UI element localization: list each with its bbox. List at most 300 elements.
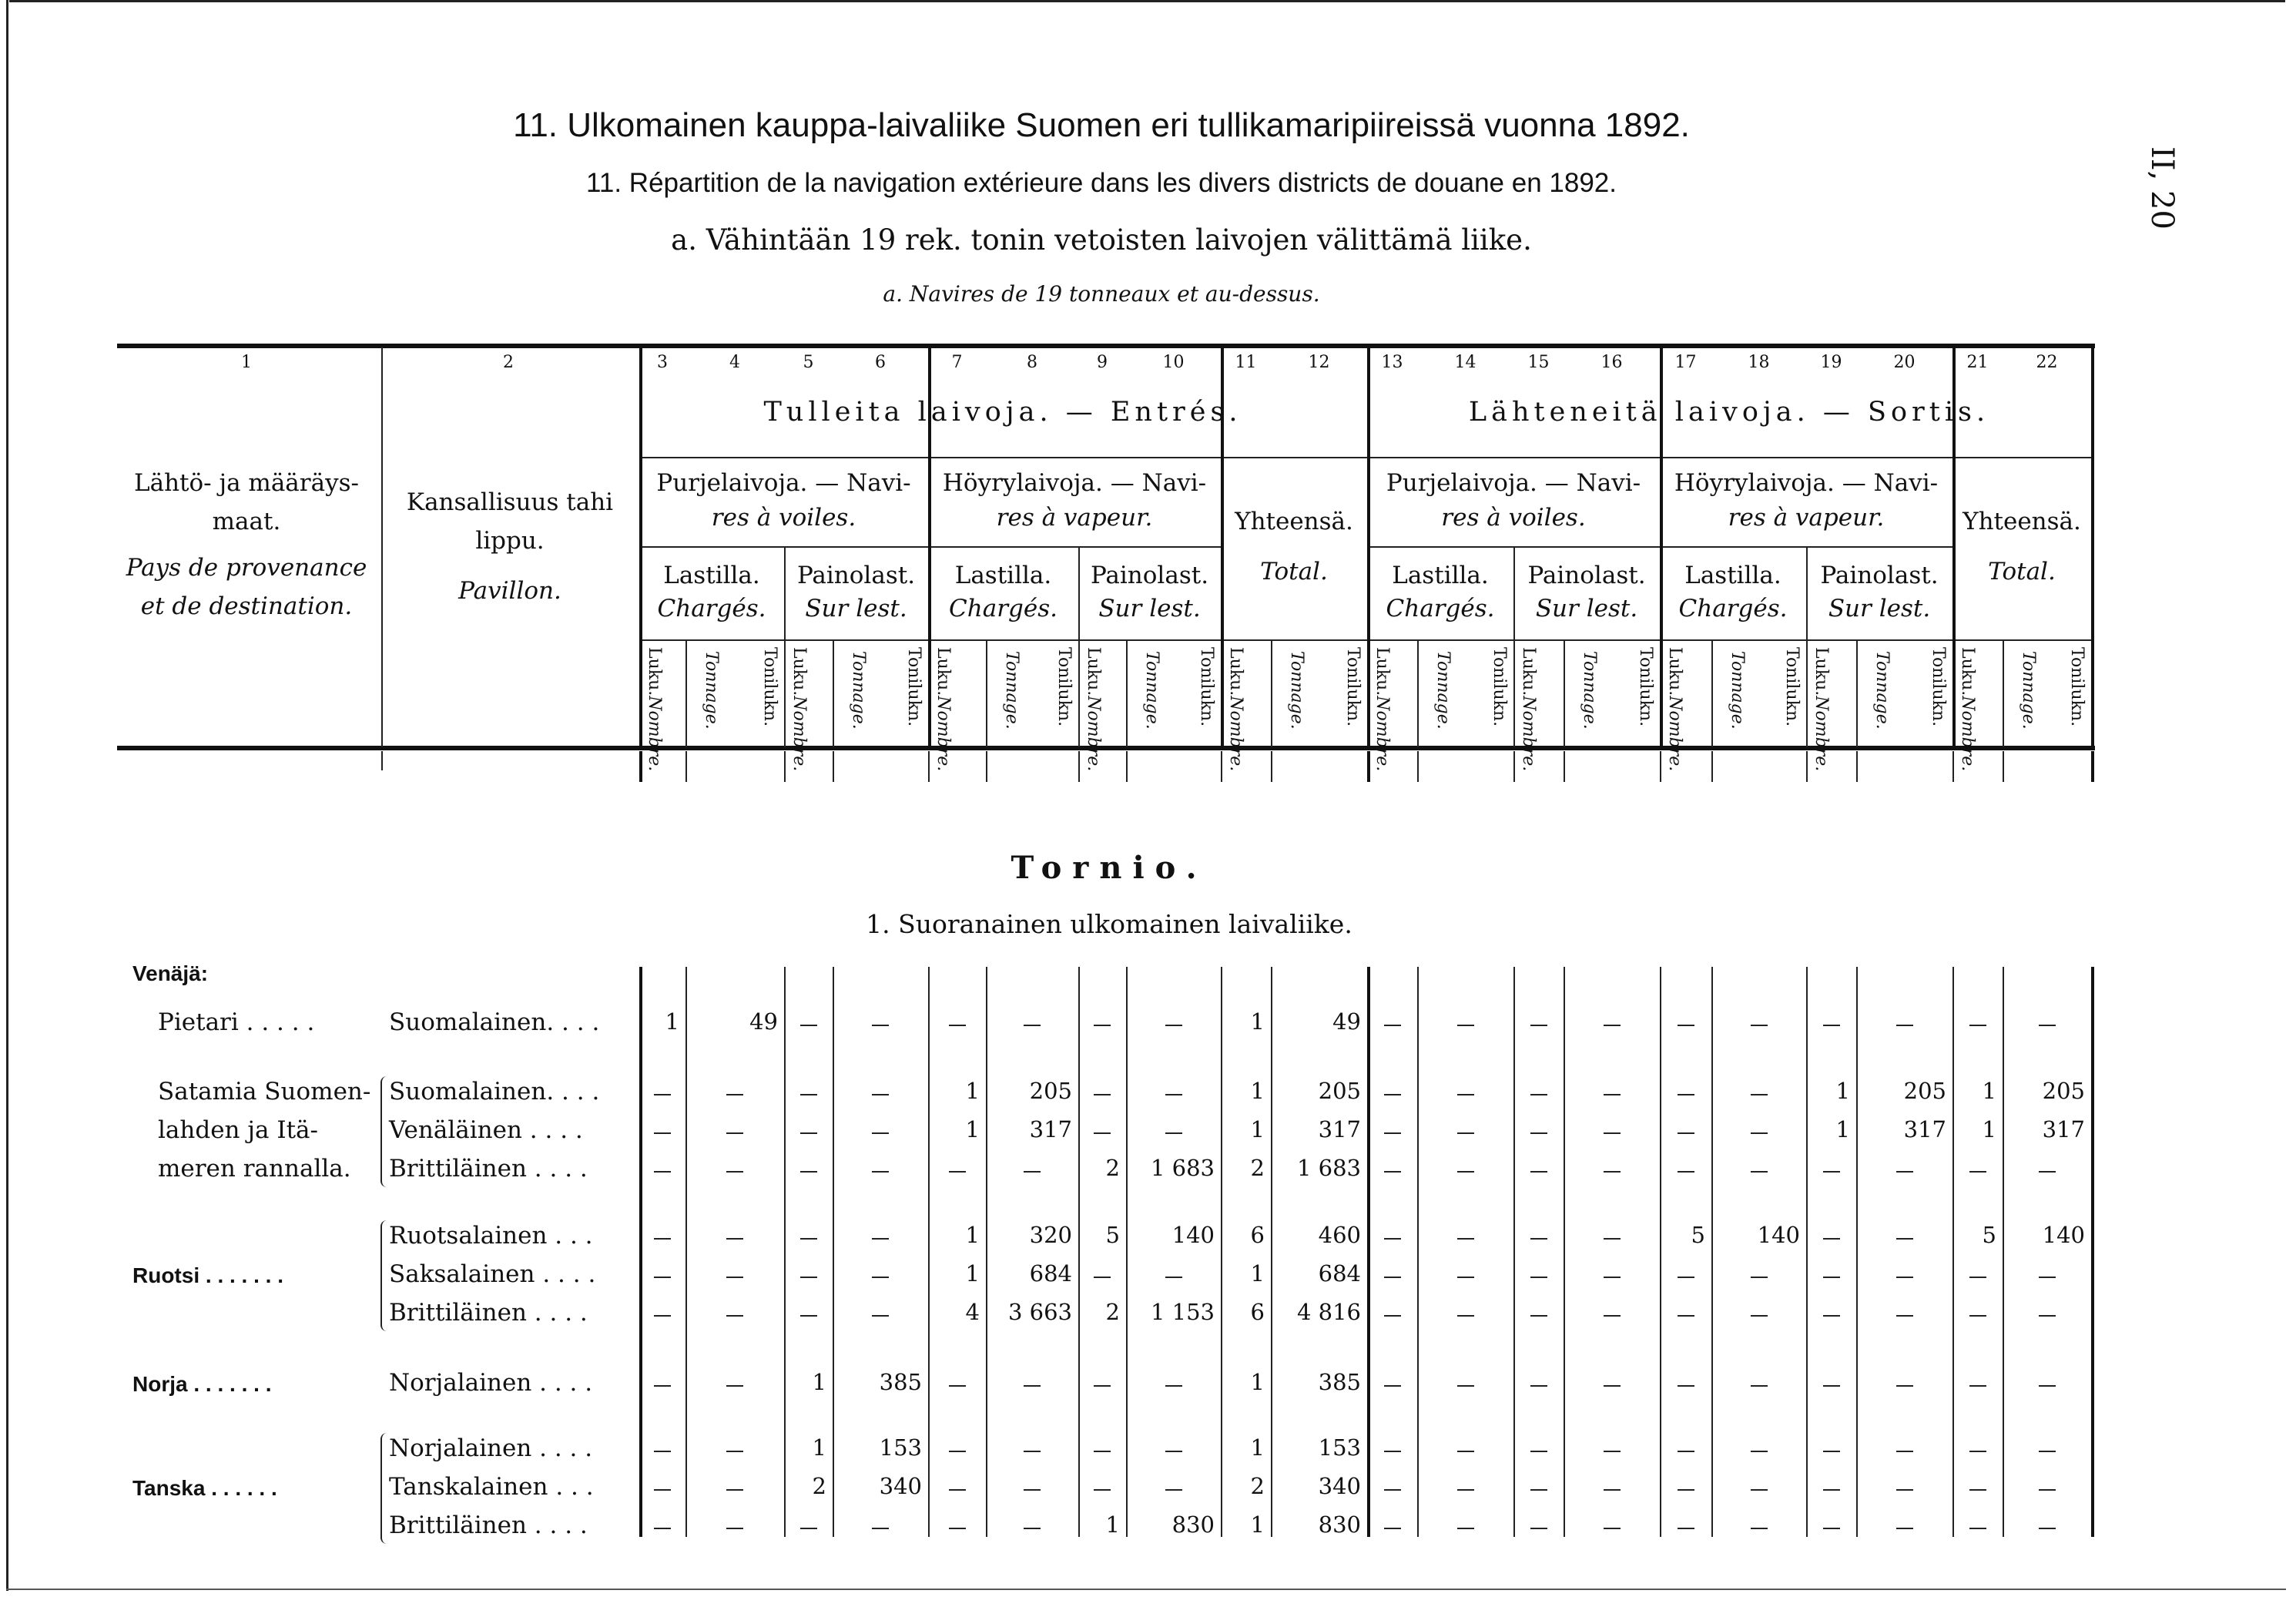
column-number: 18 [1748, 353, 1770, 372]
total-header-fr: Total. [1988, 558, 2056, 585]
body-divider-top [1711, 751, 1713, 782]
cell-dash [1094, 1451, 1111, 1452]
cell-dash [1823, 1451, 1840, 1452]
cell-dash [1530, 1385, 1547, 1387]
cell-dash [1384, 1385, 1401, 1387]
page-left-border [6, 0, 8, 1591]
unit-tonnage: Tonilukn. [1054, 647, 1074, 727]
sub-header-ballast: Painolast. [796, 562, 916, 589]
cell-dash [1896, 1528, 1913, 1529]
unit-count-label-fr: Nombre. [1226, 696, 1245, 772]
group-header-sail: Purjelaivoja. — Navi- [656, 469, 911, 497]
cell-value: 1 [812, 1369, 826, 1395]
cell-dash [2039, 1025, 2056, 1026]
cell-dash [800, 1528, 817, 1529]
cell-value: 1 153 [1150, 1299, 1215, 1325]
cell-dash [1823, 1277, 1840, 1278]
cell-value: 320 [1029, 1222, 1072, 1248]
cell-dash [1751, 1171, 1768, 1173]
cell-dash [800, 1238, 817, 1240]
page-top-border [9, 0, 2285, 2]
cell-dash [1024, 1451, 1041, 1452]
body-divider-top [1126, 751, 1128, 782]
cell-dash [1604, 1025, 1621, 1026]
header-divider [1806, 546, 1808, 747]
cell-dash [654, 1132, 671, 1134]
cell-dash [1751, 1489, 1768, 1491]
unit-tonnage: Tonilukn. [1343, 647, 1363, 727]
cell-dash [2039, 1451, 2056, 1452]
cell-dash [1896, 1489, 1913, 1491]
unit-tonnage-fr: Tonnage. [1580, 651, 1599, 730]
cell-dash [949, 1171, 966, 1173]
unit-count [1518, 647, 1538, 771]
body-divider [1367, 967, 1370, 1537]
cell-dash [1896, 1451, 1913, 1452]
sub-header-loaded-fr: Chargés. [1678, 595, 1788, 622]
cell-dash [1530, 1094, 1547, 1095]
cell-value: 1 683 [1150, 1155, 1215, 1181]
cell-dash [949, 1385, 966, 1387]
cell-dash [726, 1489, 743, 1491]
body-divider [1078, 967, 1080, 1537]
body-divider-top [833, 751, 834, 782]
cell-dash [1384, 1277, 1401, 1278]
column-number: 8 [1027, 353, 1037, 372]
cell-dash [1604, 1451, 1621, 1452]
col2-header-fi-2: lippu. [475, 527, 545, 555]
group-header-sail-fr: res à voiles. [711, 504, 856, 532]
cell-value: 205 [2042, 1078, 2085, 1104]
cell-value: 4 [965, 1299, 980, 1325]
cell-value: 830 [1171, 1511, 1215, 1538]
header-divider [1856, 639, 1858, 747]
cell-dash [1896, 1315, 1913, 1317]
unit-count-label: Luku. [789, 647, 809, 696]
sub-header-loaded: Lastilla. [1684, 562, 1781, 589]
cell-dash [872, 1238, 889, 1240]
page-bottom-border [6, 1589, 2286, 1590]
col2-header-fi-1: Kansallisuus tahi [406, 488, 614, 516]
cell-dash [1457, 1451, 1474, 1452]
body-divider-top [2091, 751, 2094, 782]
cell-dash [1751, 1094, 1768, 1095]
cell-value: 205 [1903, 1078, 1946, 1104]
cell-value: 49 [1332, 1008, 1361, 1035]
group-header-sail: Purjelaivoja. — Navi- [1386, 469, 1641, 497]
cell-dash [1604, 1489, 1621, 1491]
cell-value: 140 [2042, 1222, 2085, 1248]
body-divider [1856, 967, 1858, 1537]
cell-dash [1896, 1238, 1913, 1240]
cell-dash [1165, 1451, 1182, 1452]
header-divider [1367, 347, 1370, 747]
cell-dash [1457, 1025, 1474, 1026]
total-header-fr: Total. [1260, 558, 1328, 585]
unit-count [933, 647, 953, 771]
unit-count-label-fr: Nombre. [1665, 696, 1684, 772]
page-title: 11. Ulkomainen kauppa-laivaliike Suomen eri tullikamaripiireissä vuonna 1892. [513, 106, 1690, 144]
column-number: 12 [1308, 353, 1330, 372]
cell-dash [1678, 1489, 1694, 1491]
column-number: 15 [1527, 353, 1550, 372]
cell-dash [800, 1171, 817, 1173]
header-divider-col2 [381, 347, 383, 747]
cell-dash [1678, 1528, 1694, 1529]
total-header: Yhteensä. [1962, 508, 2081, 535]
flag-label: Ruotsalainen . . . [389, 1222, 593, 1250]
cell-value: 5 [1982, 1222, 1996, 1248]
cell-dash [1969, 1277, 1986, 1278]
cell-dash [1896, 1385, 1913, 1387]
unit-count [1225, 647, 1245, 771]
body-divider [1126, 967, 1128, 1537]
cell-value: 2 [1105, 1155, 1120, 1181]
body-divider-top [1221, 751, 1222, 782]
country-label: Tanska . . . . . . [132, 1476, 277, 1500]
cell-dash [726, 1277, 743, 1278]
body-divider-top [1078, 751, 1080, 782]
cell-value: 153 [879, 1434, 922, 1461]
cell-dash [1678, 1132, 1694, 1134]
column-number: 5 [803, 353, 814, 372]
header-divider [1126, 639, 1128, 747]
cell-dash [800, 1132, 817, 1134]
cell-dash [872, 1025, 889, 1026]
cell-dash [1165, 1132, 1182, 1134]
cell-dash [1530, 1025, 1547, 1026]
body-divider-top [639, 751, 642, 782]
unit-tonnage-fr: Tonnage. [849, 651, 868, 730]
place-label: Satamia Suomen- [158, 1078, 371, 1105]
total-header: Yhteensä. [1235, 508, 1353, 535]
cell-dash [726, 1451, 743, 1452]
header-divider [2003, 639, 2004, 747]
cell-value: 317 [1903, 1116, 1946, 1142]
body-divider-top [1271, 751, 1272, 782]
cell-value: 1 [1835, 1116, 1850, 1142]
cell-value: 5 [1105, 1222, 1120, 1248]
cell-dash [1094, 1489, 1111, 1491]
flag-label: Brittiläinen . . . . [389, 1511, 588, 1539]
unit-tonnage: Tonilukn. [1782, 647, 1802, 727]
town-name: Tornio. [1011, 850, 1208, 886]
cell-dash [1024, 1528, 1041, 1529]
cell-dash [1604, 1277, 1621, 1278]
cell-dash [1604, 1132, 1621, 1134]
cell-dash [1384, 1132, 1401, 1134]
place-label: Pietari . . . . . [158, 1008, 315, 1036]
cell-value: 1 [812, 1434, 826, 1461]
cell-value: 1 [1250, 1116, 1265, 1142]
header-divider [1417, 639, 1419, 747]
header-rule-units [639, 639, 2091, 641]
cell-value: 385 [1318, 1369, 1361, 1395]
cell-value: 1 [1250, 1260, 1265, 1287]
unit-count-label: Luku. [933, 647, 953, 696]
cell-dash [726, 1385, 743, 1387]
column-number: 2 [503, 353, 514, 372]
cell-dash [1751, 1277, 1768, 1278]
unit-tonnage: Tonilukn. [2067, 647, 2087, 727]
cell-value: 5 [1691, 1222, 1705, 1248]
cell-value: 1 [1250, 1008, 1265, 1035]
unit-count-label: Luku. [1812, 647, 1831, 696]
cell-value: 2 [1250, 1155, 1265, 1181]
cell-dash [1024, 1385, 1041, 1387]
cell-dash [1823, 1385, 1840, 1387]
sub-header-ballast-fr: Sur lest. [1535, 595, 1638, 622]
cell-dash [1751, 1528, 1768, 1529]
cell-dash [1896, 1025, 1913, 1026]
cell-value: 205 [1029, 1078, 1072, 1104]
cell-dash [1604, 1171, 1621, 1173]
body-divider [986, 967, 987, 1537]
unit-tonnage-fr: Tonnage. [1433, 651, 1453, 730]
group-header-steam: Höyrylaivoja. — Navi- [942, 469, 1207, 497]
sub-header-loaded-fr: Chargés. [1386, 595, 1495, 622]
cell-dash [872, 1171, 889, 1173]
cell-value: 317 [2042, 1116, 2085, 1142]
place-label: lahden ja Itä- [158, 1116, 318, 1144]
column-number: 11 [1235, 353, 1257, 372]
cell-dash [1896, 1277, 1913, 1278]
cell-dash [1751, 1451, 1768, 1452]
unit-count-label: Luku. [1958, 647, 1977, 696]
flag-label: Venäläinen . . . . [389, 1116, 583, 1144]
body-divider-top [1513, 751, 1515, 782]
cell-dash [1384, 1094, 1401, 1095]
body-divider-top [1417, 751, 1419, 782]
cell-dash [1384, 1489, 1401, 1491]
cell-dash [1604, 1315, 1621, 1317]
cell-dash [1457, 1528, 1474, 1529]
cell-dash [1094, 1025, 1111, 1026]
sub-header-loaded: Lastilla. [1392, 562, 1489, 589]
cell-value: 140 [1171, 1222, 1215, 1248]
cell-dash [1678, 1451, 1694, 1452]
unit-tonnage: Tonilukn. [904, 647, 923, 727]
sub-header-ballast-fr: Sur lest. [805, 595, 907, 622]
cell-value: 140 [1757, 1222, 1800, 1248]
cell-value: 340 [879, 1473, 922, 1499]
cell-dash [872, 1277, 889, 1278]
column-number: 17 [1674, 353, 1697, 372]
cell-dash [1823, 1489, 1840, 1491]
cell-value: 1 [1250, 1078, 1265, 1104]
cell-dash [2039, 1385, 2056, 1387]
unit-tonnage-fr: Tonnage. [1287, 651, 1306, 730]
sub-header-ballast: Painolast. [1090, 562, 1209, 589]
cell-value: 6 [1250, 1222, 1265, 1248]
cell-value: 317 [1318, 1116, 1361, 1142]
cell-value: 2 [1250, 1473, 1265, 1499]
body-divider [639, 967, 642, 1537]
cell-dash [2039, 1277, 2056, 1278]
cell-dash [1530, 1171, 1547, 1173]
header-divider [784, 546, 786, 747]
column-number: 1 [241, 353, 252, 372]
unit-count-label: Luku. [645, 647, 664, 696]
cell-dash [872, 1132, 889, 1134]
cell-value: 317 [1029, 1116, 1072, 1142]
cell-dash [1530, 1315, 1547, 1317]
cell-dash [2039, 1315, 2056, 1317]
cell-value: 2 [1105, 1299, 1120, 1325]
cell-dash [726, 1238, 743, 1240]
header-divider [1078, 546, 1080, 747]
cell-dash [1384, 1171, 1401, 1173]
cell-value: 3 663 [1007, 1299, 1072, 1325]
column-number: 9 [1097, 353, 1108, 372]
cell-value: 1 683 [1296, 1155, 1361, 1181]
body-divider-top [1952, 751, 1954, 782]
cell-dash [654, 1277, 671, 1278]
cell-dash [1896, 1171, 1913, 1173]
cell-value: 830 [1318, 1511, 1361, 1538]
cell-dash [1751, 1315, 1768, 1317]
cell-dash [654, 1489, 671, 1491]
cell-dash [1604, 1385, 1621, 1387]
cell-dash [800, 1277, 817, 1278]
cell-dash [1823, 1025, 1840, 1026]
cell-value: 6 [1250, 1299, 1265, 1325]
cell-value: 1 [965, 1260, 980, 1287]
unit-count-label-fr: Nombre. [645, 696, 664, 772]
cell-dash [1969, 1451, 1986, 1452]
cell-dash [1969, 1171, 1986, 1173]
body-divider [928, 967, 930, 1537]
cell-value: 1 [965, 1116, 980, 1142]
page-side-tag: II, 20 [2144, 146, 2180, 230]
cell-dash [872, 1315, 889, 1317]
sub-header-ballast: Painolast. [1527, 562, 1646, 589]
cell-value: 153 [1318, 1434, 1361, 1461]
unit-tonnage: Tonilukn. [1929, 647, 1948, 727]
cell-dash [1678, 1277, 1694, 1278]
cell-value: 4 816 [1296, 1299, 1361, 1325]
header-top-rule [117, 344, 2095, 348]
unit-count [789, 647, 809, 771]
body-divider-top [685, 751, 687, 782]
body-divider [1806, 967, 1808, 1537]
cell-dash [726, 1132, 743, 1134]
cell-dash [1457, 1094, 1474, 1095]
cell-dash [1969, 1025, 1986, 1026]
body-divider-top [1806, 751, 1808, 782]
header-divider [1564, 639, 1565, 747]
flag-label: Tanskalainen . . . [389, 1473, 594, 1501]
cell-value: 205 [1318, 1078, 1361, 1104]
cell-dash [949, 1489, 966, 1491]
cell-dash [1165, 1277, 1182, 1278]
col1-header-fi-1: Lähtö- ja määräys- [134, 469, 359, 497]
unit-count-label-fr: Nombre. [933, 696, 953, 772]
cell-dash [1457, 1171, 1474, 1173]
group-brace [380, 1433, 388, 1544]
unit-tonnage-fr: Tonnage. [702, 651, 721, 730]
flag-label: Suomalainen. . . . [389, 1008, 600, 1036]
unit-count-label: Luku. [1226, 647, 1245, 696]
cell-dash [1678, 1171, 1694, 1173]
cell-value: 385 [879, 1369, 922, 1395]
cell-dash [1024, 1489, 1041, 1491]
body-divider [2091, 967, 2094, 1537]
body-divider [1660, 967, 1661, 1537]
cell-dash [726, 1528, 743, 1529]
cell-dash [654, 1385, 671, 1387]
sub-header-loaded: Lastilla. [663, 562, 760, 589]
unit-count-label-fr: Nombre. [1373, 696, 1392, 772]
cell-dash [1024, 1171, 1041, 1173]
cell-dash [1604, 1528, 1621, 1529]
body-divider-top [1564, 751, 1565, 782]
cell-dash [1530, 1451, 1547, 1452]
cell-dash [800, 1025, 817, 1026]
unit-count-label: Luku. [1519, 647, 1538, 696]
cell-dash [654, 1171, 671, 1173]
header-rule-group [639, 457, 2091, 458]
cell-dash [949, 1025, 966, 1026]
unit-tonnage-fr: Tonnage. [1002, 651, 1021, 730]
cell-value: 684 [1029, 1260, 1072, 1287]
cell-dash [1969, 1315, 1986, 1317]
cell-value: 1 [1250, 1511, 1265, 1538]
cell-dash [1530, 1238, 1547, 1240]
cell-dash [654, 1238, 671, 1240]
sub-header-ballast-fr: Sur lest. [1098, 595, 1201, 622]
cell-dash [726, 1094, 743, 1095]
header-divider [1271, 639, 1272, 747]
unit-tonnage: Tonilukn. [1636, 647, 1655, 727]
body-divider [1513, 967, 1515, 1537]
body-divider [685, 967, 687, 1537]
unit-count-label-fr: Nombre. [1084, 696, 1103, 772]
body-divider [1564, 967, 1565, 1537]
header-bottom-rule [117, 746, 2095, 750]
cell-value: 1 [1982, 1078, 1996, 1104]
body-divider-top [1367, 751, 1370, 782]
cell-dash [1969, 1489, 1986, 1491]
subsection-title: 1. Suoranainen ulkomainen laivaliike. [866, 909, 1352, 939]
cell-dash [1678, 1094, 1694, 1095]
cell-dash [1530, 1132, 1547, 1134]
cell-dash [1165, 1385, 1182, 1387]
flag-label: Brittiläinen . . . . [389, 1155, 588, 1183]
sub-header-ballast-fr: Sur lest. [1828, 595, 1931, 622]
header-divider [639, 347, 642, 747]
cell-dash [1823, 1528, 1840, 1529]
cell-value: 684 [1318, 1260, 1361, 1287]
column-number: 13 [1381, 353, 1403, 372]
unit-count-label-fr: Nombre. [789, 696, 809, 772]
group-brace [380, 1220, 388, 1331]
cell-dash [1094, 1094, 1111, 1095]
cell-dash [1969, 1528, 1986, 1529]
cell-dash [1530, 1489, 1547, 1491]
header-divider [1711, 639, 1713, 747]
group-header-steam-fr: res à vapeur. [1728, 504, 1885, 532]
cell-dash [654, 1094, 671, 1095]
cell-dash [1678, 1315, 1694, 1317]
cell-value: 340 [1318, 1473, 1361, 1499]
group-header-sail-fr: res à voiles. [1441, 504, 1586, 532]
column-number: 16 [1600, 353, 1623, 372]
cell-dash [1604, 1238, 1621, 1240]
header-divider [2091, 347, 2094, 747]
cell-dash [1384, 1451, 1401, 1452]
unit-tonnage: Tonilukn. [1490, 647, 1509, 727]
